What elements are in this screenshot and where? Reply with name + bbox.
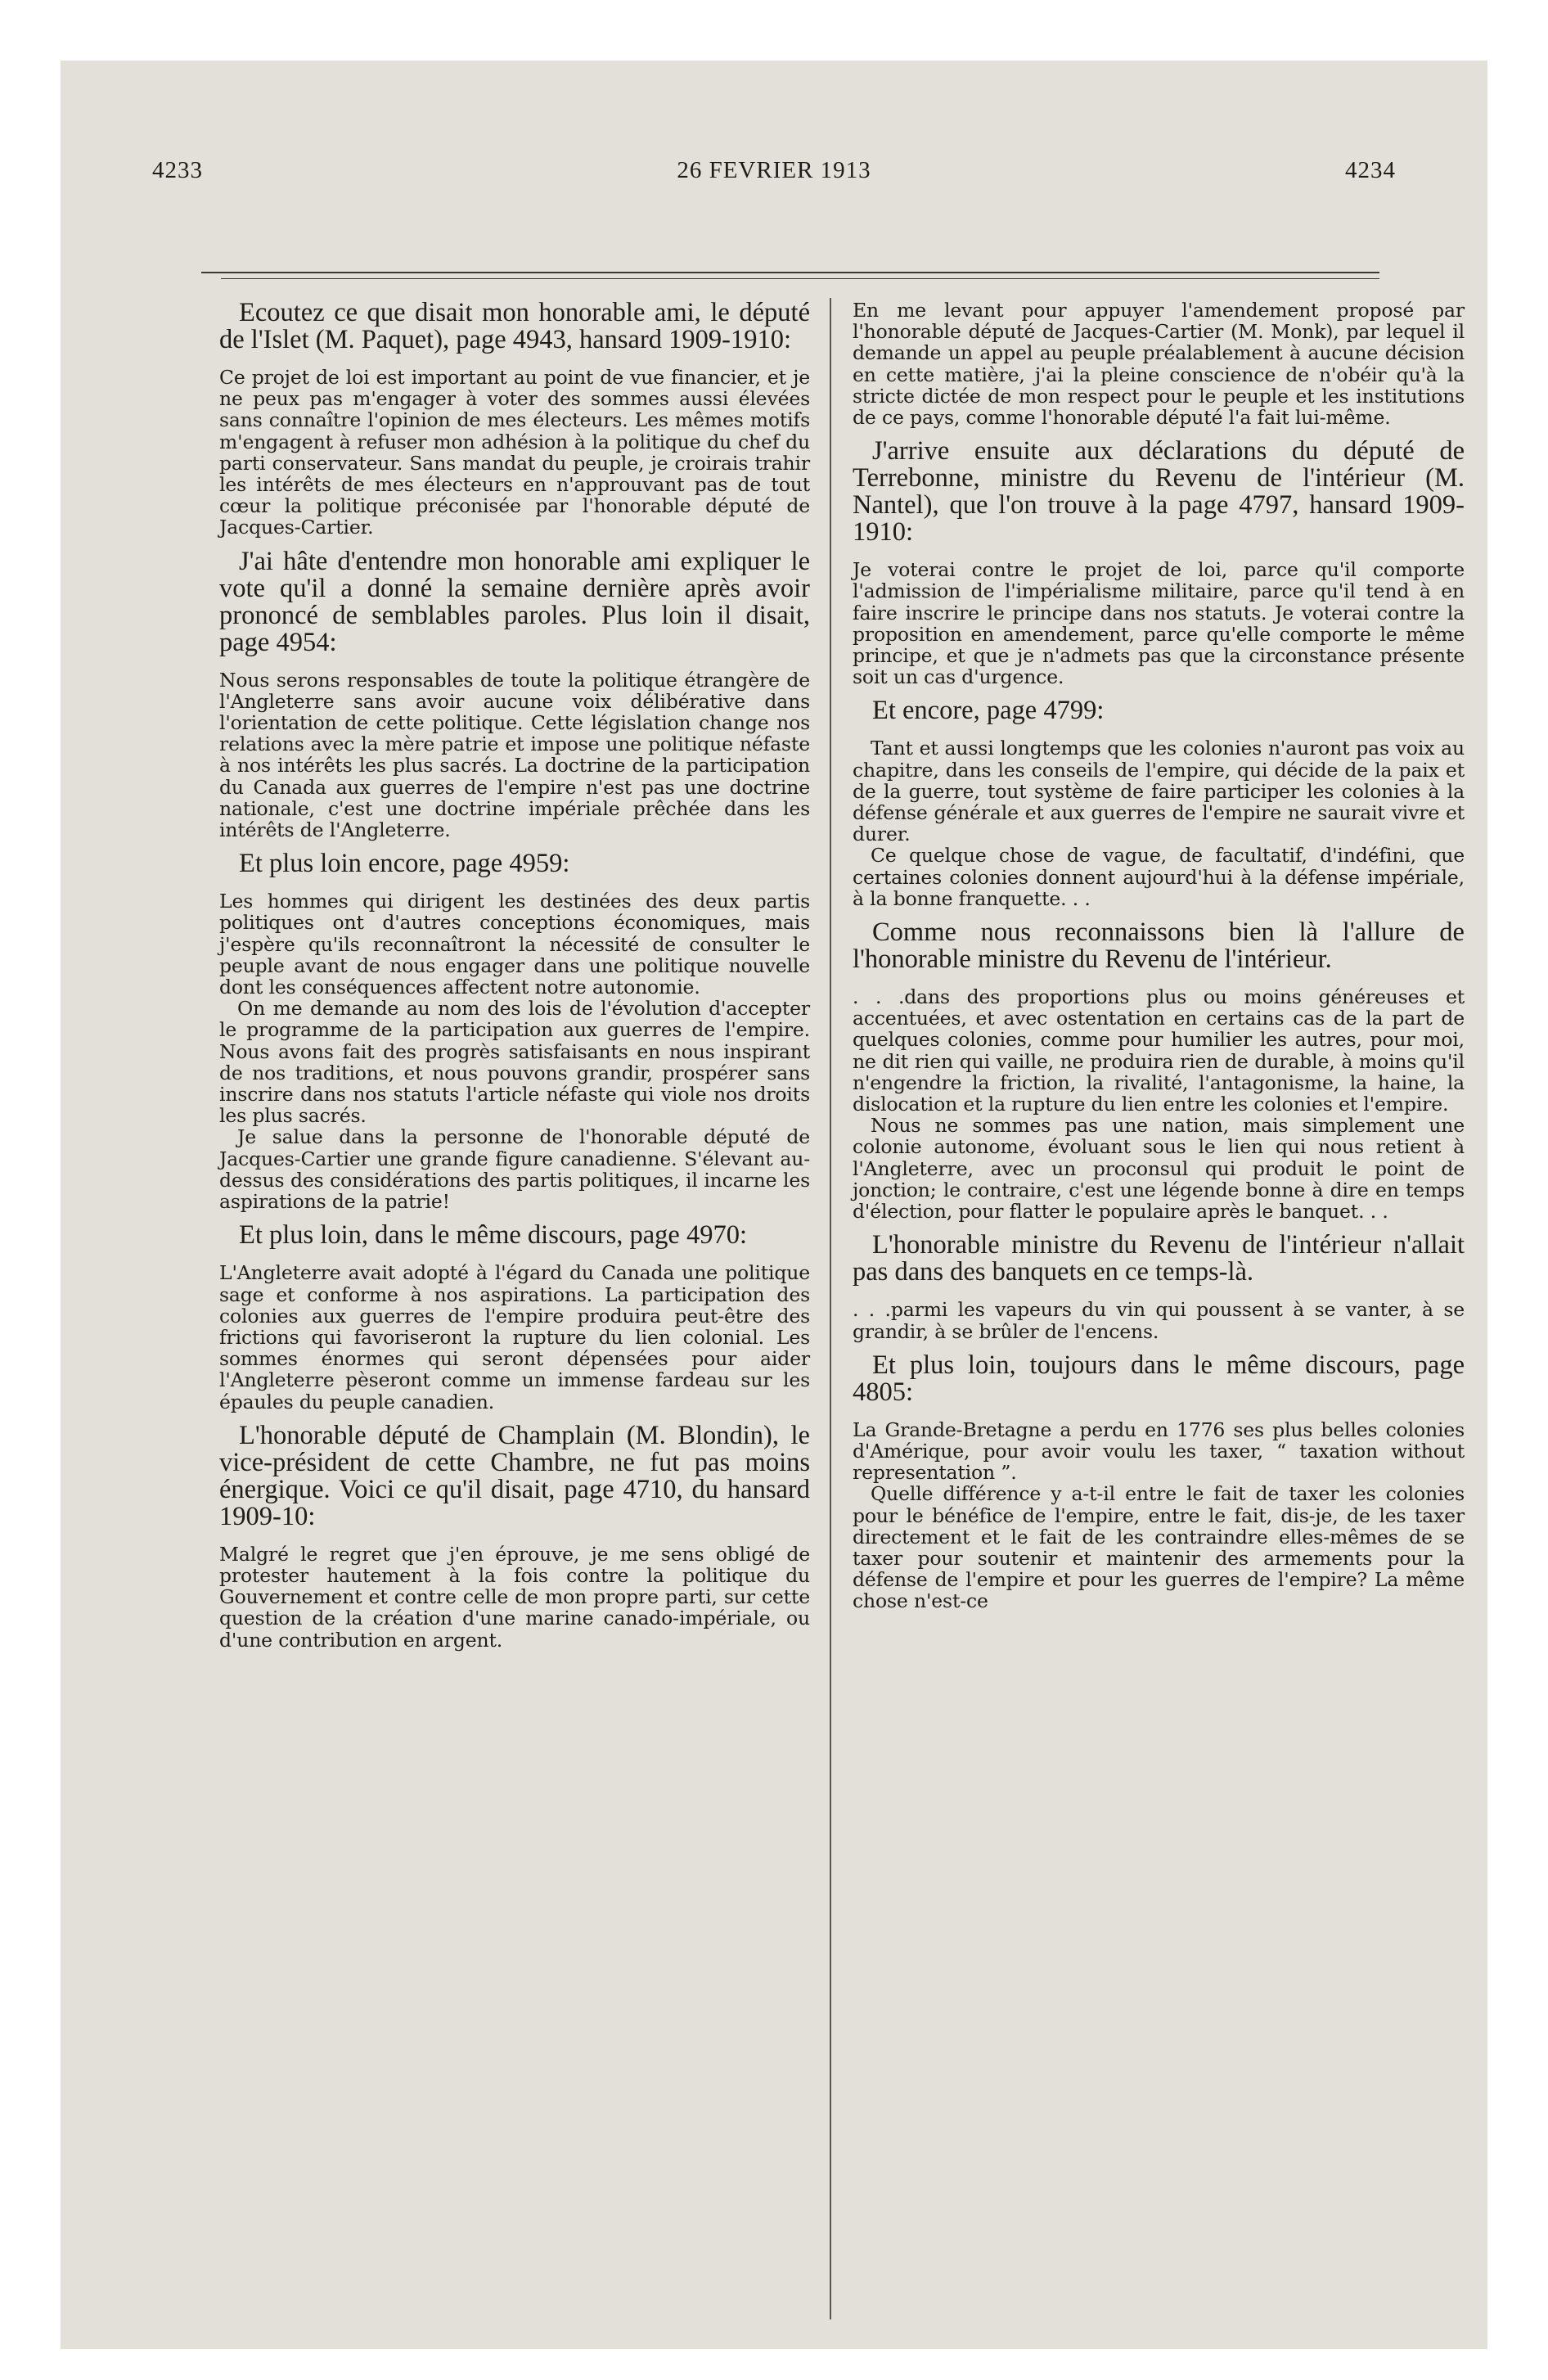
left-column	[219, 300, 810, 1661]
quoted-passage: Ce projet de loi est important au point de vue financier, et je ne peux pas m'engager à voter des sommes aussi élevées sans connaître l'opinion de mes électeurs. Les mêmes motifs m'engagent à refuser mon adhésion à la politique du chef du parti conservateur. Sans mandat du peuple, je croirais trahir les intérêts de mes électeurs en n'approuvant pas de tout cœur la politique préconisée par l'honorable député de Jacques-Cartier.	[219, 366, 810, 539]
speech-paragraph: Ecoutez ce que disait mon honorable ami, le député de l'Islet (M. Paquet), page 4943, hansard 1909-1910:	[219, 298, 810, 354]
quoted-passage: On me demande au nom des lois de l'évolution d'accepter le programme de la participation aux guerres de l'empire. Nous avons fait des progrès satisfaisants en nous inspirant de nos traditions, et nous pouvons grandir, prospérer sans inscrire dans nos statuts l'article néfaste qui viole nos droits les plus sacrés.	[219, 997, 810, 1128]
page-number-right: 4234	[1345, 157, 1396, 183]
speech-paragraph: L'honorable ministre du Revenu de l'intérieur n'allait pas dans des banquets en ce temps-là.	[853, 1230, 1465, 1287]
quoted-passage: Ce quelque chose de vague, de facultatif, d'indéfini, que certaines colonies donnent aujourd'hui à la défense impériale, à la bonne franquette. . .	[853, 844, 1465, 910]
speech-paragraph: J'arrive ensuite aux déclarations du député de Terrebonne, ministre du Revenu de l'intérieur (M. Nantel), que l'on trouve à la page 4797, hansard 1909-1910:	[853, 436, 1465, 548]
speech-paragraph: Et encore, page 4799:	[872, 696, 1105, 726]
quoted-passage: . . .parmi les vapeurs du vin qui poussent à se vanter, à se grandir, à se brûler de l'encens.	[853, 1298, 1465, 1343]
speech-paragraph: Et plus loin encore, page 4959:	[239, 849, 570, 879]
right-column	[853, 300, 1465, 1622]
header-rule	[201, 272, 1379, 273]
quoted-passage: . . .dans des proportions plus ou moins généreuses et accentuées, et avec ostentation en certains cas de la part de quelques colonies, comme pour humilier les autres, pour moi, ne dit rien qui vaille, ne produira rien de durable, à moins qu'il n'engendre la friction, la rivalité, l'antagonisme, la haine, la dislocation et la rupture du lien entre les colonies et l'empire.	[853, 985, 1465, 1116]
quoted-passage: Quelle différence y a-t-il entre le fait de taxer les colonies pour le bénéfice de l'empire, entre le fait, dis-je, de les taxer directement et le fait de les contraindre elles-mêmes de se taxer pour soutenir et maintenir des armements pour la défense de l'empire et pour les guerres de l'empire? La même chose n'est-ce	[853, 1482, 1465, 1613]
quoted-passage: Je voterai contre le projet de loi, parce qu'il comporte l'admission de l'impérialisme militaire, parce qu'il tend à en faire inscrire le principe dans nos statuts. Je voterai contre la proposition en amendement, parce qu'elle comporte le même principe, et que je n'admets pas que la circonstance présente soit un cas d'urgence.	[853, 558, 1465, 689]
running-header	[61, 157, 1487, 193]
quoted-passage: Je salue dans la personne de l'honorable député de Jacques-Cartier une grande figure canadienne. S'élevant au-dessus des considérations des partis politiques, il incarne les aspirations de la patrie!	[219, 1125, 810, 1214]
header-date: 26 FEVRIER 1913	[677, 157, 871, 183]
quoted-passage: L'Angleterre avait adopté à l'égard du Canada une politique sage et conforme à nos aspirations. La participation des colonies aux guerres de l'empire produira peut-être des frictions qui favoriseront la rupture du lien colonial. Les sommes énormes qui seront dépensées pour aider l'Angleterre pèseront comme un immense fardeau sur les épaules du peuple canadien.	[219, 1261, 810, 1413]
speech-paragraph: Comme nous reconnaissons bien là l'allure de l'honorable ministre du Revenu de l'intérieur.	[853, 917, 1465, 975]
speech-paragraph: Et plus loin, dans le même discours, page 4970:	[239, 1220, 748, 1251]
scanned-page	[61, 61, 1487, 2349]
quoted-passage: Nous ne sommes pas une nation, mais simplement une colonie autonome, évoluant sous le lien qui nous retient à l'Angleterre, avec un proconsul qui produit le point de jonction; le contraire, c'est une légende bonne à dire en temps d'élection, pour flatter le populaire après le banquet. . .	[853, 1114, 1465, 1224]
quoted-passage: Tant et aussi longtemps que les colonies n'auront pas voix au chapitre, dans les conseils de l'empire, qui décide de la paix et de la guerre, tout système de faire participer les colonies à la défense générale et aux guerres de l'empire ne saurait vivre et durer.	[853, 737, 1465, 846]
quoted-passage: La Grande-Bretagne a perdu en 1776 ses plus belles colonies d'Amérique, pour avoir voulu les taxer, “ taxation without representation ”.	[853, 1418, 1465, 1485]
page-number-left: 4233	[152, 157, 203, 183]
quoted-passage: Nous serons responsables de toute la politique étrangère de l'Angleterre sans avoir aucune voix délibérative dans l'orientation de cette politique. Cette législation change nos relations avec la mère patrie et impose une politique néfaste à nos intérêts les plus sacrés. La doctrine de la participation du Canada aux guerres de l'empire n'est pas une doctrine nationale, c'est une doctrine impériale prêchée dans les intérêts de l'Angleterre.	[219, 668, 810, 842]
speech-paragraph: Et plus loin, toujours dans le même discours, page 4805:	[853, 1350, 1465, 1407]
column-divider	[830, 298, 831, 2319]
speech-paragraph: L'honorable député de Champlain (M. Blondin), le vice-président de cette Chambre, ne fut pas moins énergique. Voici ce qu'il disait, page 4710, du hansard 1909-10:	[219, 1420, 810, 1531]
quoted-passage: Malgré le regret que j'en éprouve, je me sens obligé de protester hautement à la fois contre la politique du Gouvernement et contre celle de mon propre parti, sur cette question de la création d'une marine canado-impériale, ou d'une contribution en argent.	[219, 1542, 810, 1652]
header-rule-secondary	[221, 278, 1379, 279]
quoted-passage: Les hommes qui dirigent les destinées des deux partis politiques ont d'autres conceptions économiques, mais j'espère qu'ils reconnaîtront la nécessité de consulter le peuple avant de nous engager dans une politique nouvelle dont les conséquences affectent notre autonomie.	[219, 890, 810, 999]
speech-paragraph: J'ai hâte d'entendre mon honorable ami expliquer le vote qu'il a donné la semaine dernière après avoir prononcé de semblables paroles. Plus loin il disait, page 4954:	[219, 546, 810, 657]
quoted-passage: En me levant pour appuyer l'amendement proposé par l'honorable député de Jacques-Cartier (M. Monk), par lequel il demande un appel au peuple préalablement à aucune décision en cette matière, j'ai la pleine conscience de n'obéir qu'à la stricte dictée de mon respect pour le peuple et les institutions de ce pays, comme l'honorable député l'a fait lui-même.	[853, 299, 1465, 430]
